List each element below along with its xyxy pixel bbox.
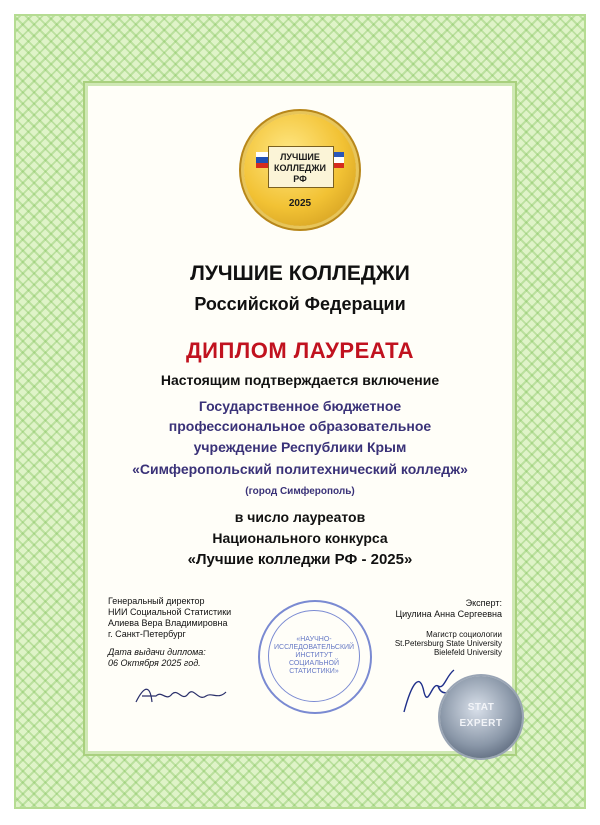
seal-year: 2025	[288, 198, 312, 209]
seal-line-3: РФ	[293, 174, 307, 184]
director-block	[108, 596, 268, 669]
hologram-line-2: EXPERT	[459, 718, 503, 729]
stamp-text: «НАУЧНО-ИССЛЕДОВАТЕЛЬСКИЙ ИНСТИТУТ СОЦИАЛЬНОЙ СТАТИСТИКИ»	[274, 636, 355, 675]
organization-line-2: профессиональное образовательное	[168, 418, 432, 434]
director-signature	[132, 680, 232, 710]
expert-credentials	[372, 630, 502, 657]
director-institute: НИИ Социальной Статистики	[108, 607, 232, 617]
seal-line-2: КОЛЛЕДЖИ	[274, 163, 326, 173]
hologram-line-1: STAT	[467, 702, 495, 713]
laureate-line-1: в число лауреатов	[234, 509, 366, 525]
confirmation-text: Настоящим подтверждается включение	[160, 372, 440, 388]
expert-university-2: Bielefeld University	[433, 648, 502, 657]
stat-expert-hologram	[440, 676, 522, 758]
laureate-line-2: Национального конкурса	[212, 530, 388, 546]
laureate-line-3: «Лучшие колледжи РФ - 2025»	[187, 551, 413, 568]
issue-date-value: 06 Октября 2025 год.	[108, 658, 201, 668]
director-city: г. Санкт-Петербург	[108, 629, 186, 639]
diploma-title: ДИПЛОМ ЛАУРЕАТА	[185, 338, 415, 363]
director-name: Алиева Вера Владимировна	[108, 618, 228, 628]
director-title: Генеральный директор	[108, 596, 205, 606]
organization-line-4: «Симферопольский политехнический колледж»	[132, 461, 468, 477]
heading-line-1: ЛУЧШИЕ КОЛЛЕДЖИ	[190, 262, 410, 285]
expert-label: Эксперт:	[465, 598, 502, 608]
expert-block	[372, 598, 502, 657]
contest-seal	[244, 114, 356, 226]
heading-line-2: Российской Федерации	[194, 294, 406, 314]
issue-date-label: Дата выдачи диплома:	[108, 647, 206, 657]
organization-line-1: Государственное бюджетное	[198, 398, 402, 414]
seal-line-1: ЛУЧШИЕ	[280, 152, 320, 162]
organization-line-3: учреждение Республики Крым	[193, 439, 407, 455]
expert-university-1: St.Petersburg State University	[394, 639, 502, 648]
expert-name: Циулина Анна Сергеевна	[395, 609, 502, 619]
institute-stamp	[258, 600, 372, 714]
organization-city: (город Симферополь)	[245, 486, 355, 497]
expert-degree: Магистр социологии	[426, 630, 502, 639]
